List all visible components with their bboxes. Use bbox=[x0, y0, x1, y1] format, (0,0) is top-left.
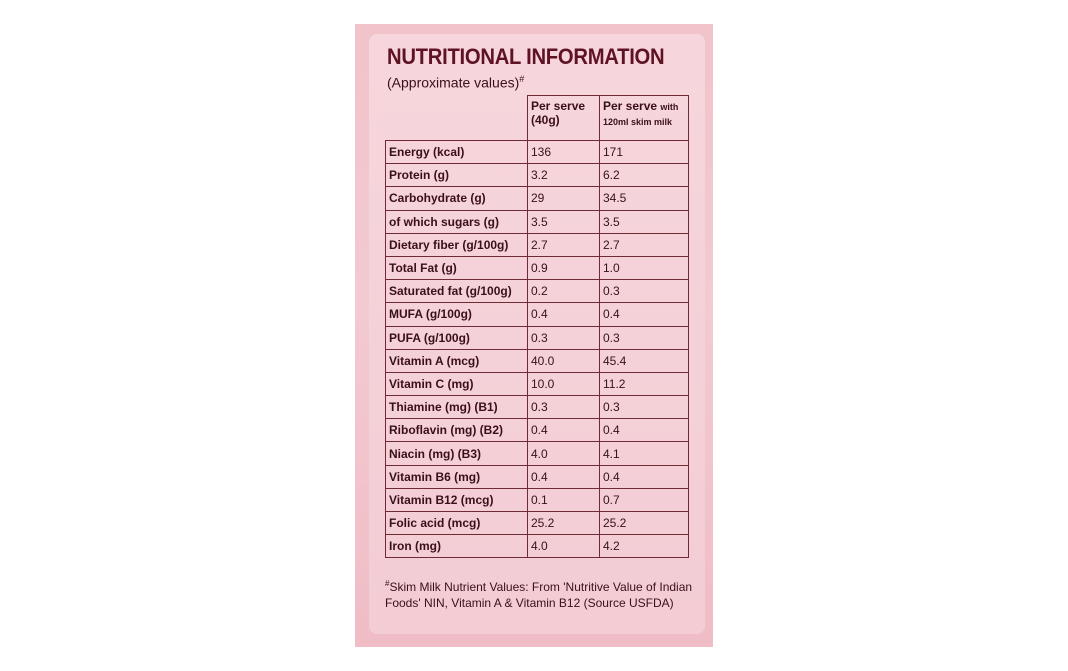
value-per-serve: 25.2 bbox=[528, 512, 600, 535]
table-row bbox=[386, 465, 689, 488]
nutrient-name: Thiamine (mg) (B1) bbox=[386, 396, 528, 419]
value-per-serve: 0.4 bbox=[528, 303, 600, 326]
nutrient-name: Vitamin B12 (mcg) bbox=[386, 488, 528, 511]
nutrient-name: Iron (mg) bbox=[386, 535, 528, 558]
value-with-milk: 25.2 bbox=[600, 512, 689, 535]
value-with-milk: 171 bbox=[600, 141, 689, 164]
nutrient-name: Folic acid (mcg) bbox=[386, 512, 528, 535]
nutrient-name: PUFA (g/100g) bbox=[386, 326, 528, 349]
nutrient-name: Vitamin C (mg) bbox=[386, 372, 528, 395]
table-row bbox=[386, 419, 689, 442]
value-with-milk: 6.2 bbox=[600, 164, 689, 187]
value-per-serve: 10.0 bbox=[528, 372, 600, 395]
table-row bbox=[386, 326, 689, 349]
nutrient-name: Dietary fiber (g/100g) bbox=[386, 233, 528, 256]
value-with-milk: 0.3 bbox=[600, 280, 689, 303]
footnote-text: Skim Milk Nutrient Values: From 'Nutritive Value of Indian Foods' NIN, Vitamin A & Vitamin B12 (Source USFDA) bbox=[385, 580, 693, 610]
value-with-milk: 4.2 bbox=[600, 535, 689, 558]
subtitle-text: (Approximate values) bbox=[387, 74, 520, 91]
nutrient-name: Protein (g) bbox=[386, 164, 528, 187]
value-with-milk: 45.4 bbox=[600, 349, 689, 372]
value-with-milk: 0.4 bbox=[600, 303, 689, 326]
table-row bbox=[386, 164, 689, 187]
table-row bbox=[386, 349, 689, 372]
value-per-serve: 4.0 bbox=[528, 442, 600, 465]
subtitle bbox=[387, 74, 524, 91]
header-serve-milk-small: with 120ml skim milk bbox=[603, 102, 679, 127]
nutrition-panel bbox=[355, 24, 713, 647]
footnote-mark: # bbox=[385, 579, 390, 588]
table-row bbox=[386, 488, 689, 511]
table-row bbox=[386, 187, 689, 210]
nutrient-name: Carbohydrate (g) bbox=[386, 187, 528, 210]
table-row bbox=[386, 256, 689, 279]
footnote bbox=[385, 576, 697, 611]
table-header-row bbox=[386, 96, 689, 141]
value-with-milk: 0.4 bbox=[600, 419, 689, 442]
value-per-serve: 0.9 bbox=[528, 256, 600, 279]
nutrition-table bbox=[385, 95, 689, 558]
table-row bbox=[386, 442, 689, 465]
nutrient-name: Vitamin A (mcg) bbox=[386, 349, 528, 372]
value-with-milk: 4.1 bbox=[600, 442, 689, 465]
value-with-milk: 0.3 bbox=[600, 396, 689, 419]
table-row bbox=[386, 396, 689, 419]
value-with-milk: 1.0 bbox=[600, 256, 689, 279]
value-per-serve: 40.0 bbox=[528, 349, 600, 372]
value-per-serve: 3.2 bbox=[528, 164, 600, 187]
nutrient-name: Niacin (mg) (B3) bbox=[386, 442, 528, 465]
header-serve-40g: Per serve (40g) bbox=[528, 96, 600, 141]
table-row bbox=[386, 303, 689, 326]
value-per-serve: 0.2 bbox=[528, 280, 600, 303]
nutrient-name: Riboflavin (mg) (B2) bbox=[386, 419, 528, 442]
value-with-milk: 2.7 bbox=[600, 233, 689, 256]
value-with-milk: 0.7 bbox=[600, 488, 689, 511]
value-with-milk: 11.2 bbox=[600, 372, 689, 395]
value-per-serve: 0.4 bbox=[528, 465, 600, 488]
header-serve-milk-main: Per serve bbox=[603, 99, 658, 113]
nutrient-name: Total Fat (g) bbox=[386, 256, 528, 279]
value-with-milk: 34.5 bbox=[600, 187, 689, 210]
value-per-serve: 4.0 bbox=[528, 535, 600, 558]
value-per-serve: 0.1 bbox=[528, 488, 600, 511]
value-per-serve: 0.3 bbox=[528, 326, 600, 349]
table-row bbox=[386, 233, 689, 256]
value-per-serve: 0.4 bbox=[528, 419, 600, 442]
table-row bbox=[386, 512, 689, 535]
header-serve-milk bbox=[600, 96, 689, 141]
table-row bbox=[386, 210, 689, 233]
table-row bbox=[386, 280, 689, 303]
header-blank bbox=[386, 96, 528, 141]
table-row bbox=[386, 141, 689, 164]
subtitle-mark: # bbox=[519, 74, 525, 84]
value-with-milk: 3.5 bbox=[600, 210, 689, 233]
nutrient-name: Vitamin B6 (mg) bbox=[386, 465, 528, 488]
table-row bbox=[386, 372, 689, 395]
page-title: NUTRITIONAL INFORMATION bbox=[387, 44, 665, 69]
value-with-milk: 0.3 bbox=[600, 326, 689, 349]
nutrient-name: Saturated fat (g/100g) bbox=[386, 280, 528, 303]
value-per-serve: 3.5 bbox=[528, 210, 600, 233]
value-per-serve: 136 bbox=[528, 141, 600, 164]
value-per-serve: 2.7 bbox=[528, 233, 600, 256]
nutrient-name: MUFA (g/100g) bbox=[386, 303, 528, 326]
nutrient-name: Energy (kcal) bbox=[386, 141, 528, 164]
value-per-serve: 29 bbox=[528, 187, 600, 210]
value-with-milk: 0.4 bbox=[600, 465, 689, 488]
table-row bbox=[386, 535, 689, 558]
value-per-serve: 0.3 bbox=[528, 396, 600, 419]
nutrient-name: of which sugars (g) bbox=[386, 210, 528, 233]
